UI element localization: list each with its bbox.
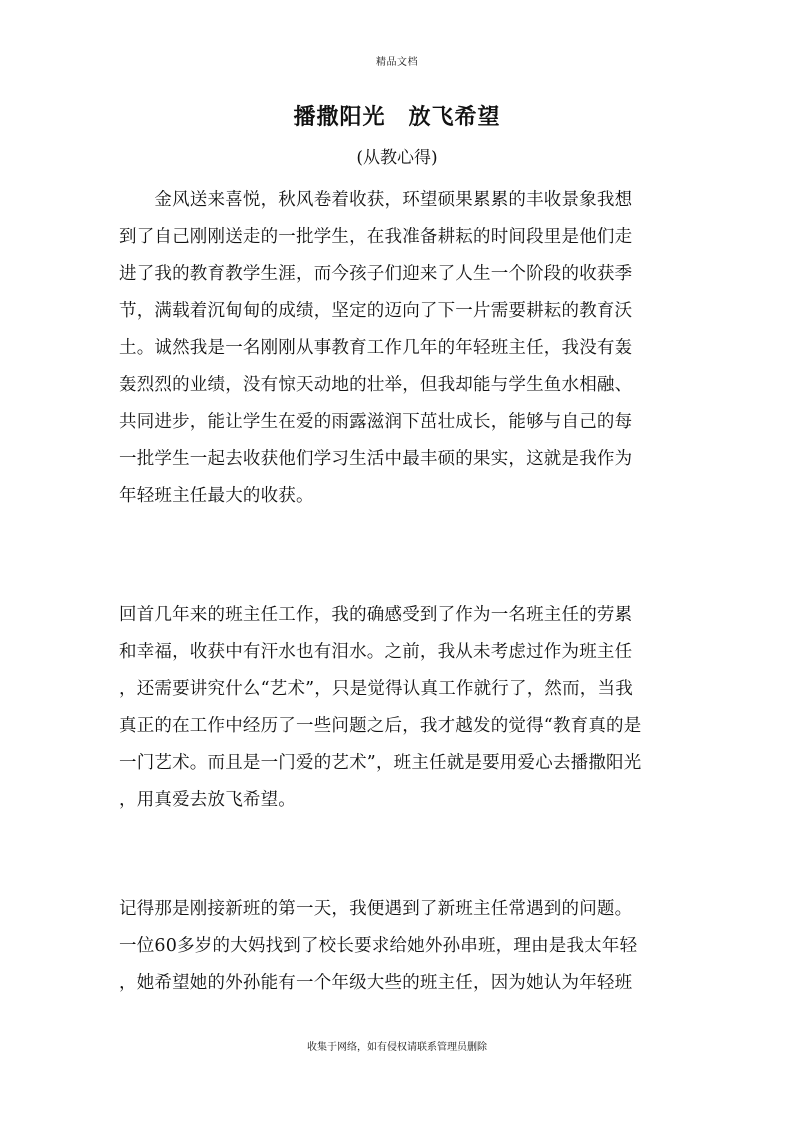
text-line: 到了自己刚刚送走的一批学生，在我准备耕耘的时间段里是他们走 xyxy=(119,227,633,247)
text-line: 轰烈烈的业绩，没有惊天动地的壮举，但我却能与学生鱼水相融、 xyxy=(119,375,633,395)
text-line: ，用真爱去放飞希望。 xyxy=(119,790,296,810)
text-line: 和幸福，收获中有汗水也有泪水。之前，我从未考虑过作为班主任 xyxy=(119,642,633,662)
text-line: ，她希望她的外孙能有一个年级大些的班主任，因为她认为年轻班 xyxy=(119,973,633,993)
text-line: 共同进步，能让学生在爱的雨露滋润下茁壮成长，能够与自己的每 xyxy=(119,412,633,432)
text-line: 金风送来喜悦，秋风卷着收获，环望硕果累累的丰收景象我想 xyxy=(119,190,633,210)
text-line: 一门艺术。而且是一门爱的艺术”，班主任就是要用爱心去播撒阳光 xyxy=(119,753,642,773)
document-subtitle: (从教心得) xyxy=(356,148,438,168)
text-line: 年轻班主任最大的收获。 xyxy=(119,486,314,506)
text-line: 节，满载着沉甸甸的成绩，坚定的迈向了下一片需要耕耘的教育沃 xyxy=(119,301,633,321)
page-header: 精品文档 xyxy=(376,57,418,68)
text-line: 记得那是刚接新班的第一天，我便遇到了新班主任常遇到的问题。 xyxy=(119,899,633,919)
document-title: 播撒阳光 放飞希望 xyxy=(293,104,501,130)
page-footer: 收集于网络，如有侵权请联系管理员删除 xyxy=(307,1042,487,1053)
text-line: 回首几年来的班主任工作，我的确感受到了作为一名班主任的劳累 xyxy=(119,605,633,625)
text-line: 进了我的教育教学生涯，而今孩子们迎来了人生一个阶段的收获季 xyxy=(119,264,633,284)
text-line: 一位60多岁的大妈找到了校长要求给她外孙串班，理由是我太年轻 xyxy=(119,936,638,956)
text-line: ，还需要讲究什么“艺术”，只是觉得认真工作就行了，然而，当我 xyxy=(119,679,633,699)
text-line: 土。诚然我是一名刚刚从事教育工作几年的年轻班主任，我没有轰 xyxy=(119,338,633,358)
text-line: 一批学生一起去收获他们学习生活中最丰硕的果实，这就是我作为 xyxy=(119,449,633,469)
text-line: 真正的在工作中经历了一些问题之后，我才越发的觉得“教育真的是 xyxy=(119,716,642,736)
